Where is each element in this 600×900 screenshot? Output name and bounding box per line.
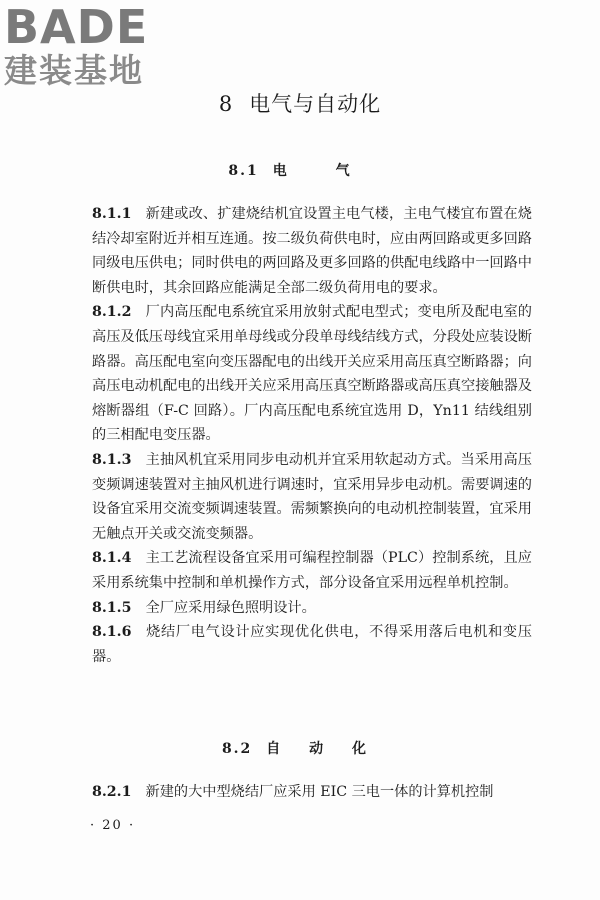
chapter-number: 8 — [218, 92, 234, 116]
clause-number: 8.1.5 — [92, 599, 132, 616]
clause-text: 主抽风机宜采用同步电动机并宜采用软起动方式。当采用高压变频调速装置对主抽风机进行调速时，宜采用异步电动机。需要调速的设备宜采用交流变频调速装置。需频繁换向的电动机控制装置，宜采用无触点开关或交流变频器。 — [92, 451, 532, 542]
clause-number: 8.1.6 — [92, 624, 132, 641]
clause-text: 新建的大中型烧结厂应采用 EIC 三电一体的计算机控制 — [145, 784, 494, 800]
clause-8-1-6 — [92, 620, 532, 669]
chapter-title — [0, 88, 600, 118]
section-label: 自 动 化 — [266, 741, 379, 757]
watermark-logo — [4, 2, 174, 90]
clause-text: 新建或改、扩建烧结机宜设置主电气楼，主电气楼宜布置在烧结冷却室附近并相互连通。按二级负荷供电时，应由两回路或更多回路同级电压供电；同时供电的两回路及更多回路的供配电线路中一回路中断供电时，其余回路应能满足全部二级负荷用电的要求。 — [92, 206, 532, 296]
section-title-8-2 — [0, 738, 600, 758]
page-number: · 20 · — [90, 818, 136, 833]
section-label: 电 气 — [272, 163, 372, 179]
section-8-1-body — [92, 202, 532, 669]
clause-8-1-1 — [92, 202, 532, 300]
clause-text: 主工艺流程设备宜采用可编程控制器（PLC）控制系统，且应采用系统集中控制和单机操作方式，部分设备宜采用远程单机控制。 — [92, 550, 532, 591]
clause-8-1-3 — [92, 448, 532, 546]
clause-number: 8.1.4 — [92, 550, 132, 567]
clause-8-1-5 — [92, 596, 532, 621]
clause-number: 8.2.1 — [92, 784, 132, 800]
section-title-8-1 — [0, 160, 600, 180]
clause-text: 烧结厂电气设计应实现优化供电，不得采用落后电机和变压器。 — [92, 624, 532, 665]
clause-8-1-4 — [92, 546, 532, 595]
clause-text: 厂内高压配电系统宜采用放射式配电型式；变电所及配电室的高压及低压母线宜采用单母线或分段单母线结线方式，分段处应装设断路器。高压配电室向变压器配电的出线开关应采用高压真空断路器；向高压电动机配电的出线开关应采用高压真空断路器或高压真空接触器及熔断器组（F-C 回路）。厂内高压配电系统宜选用 D，Yn11 结线组别的三相配电变压器。 — [92, 304, 532, 444]
clause-number: 8.1.2 — [92, 304, 132, 321]
clause-8-1-2 — [92, 300, 532, 448]
clause-8-2-1 — [92, 780, 532, 805]
clause-number: 8.1.1 — [92, 206, 132, 222]
logo-subtitle: 建装基地 — [4, 51, 144, 90]
chapter-title-text: 电气与自动化 — [249, 92, 382, 116]
section-8-2-body — [92, 780, 532, 805]
logo-mark: BADE — [4, 0, 149, 54]
section-number: 8.1 — [228, 163, 259, 179]
clause-text: 全厂应采用绿色照明设计。 — [145, 599, 316, 616]
section-number: 8.2 — [221, 741, 253, 757]
clause-number: 8.1.3 — [92, 451, 132, 468]
